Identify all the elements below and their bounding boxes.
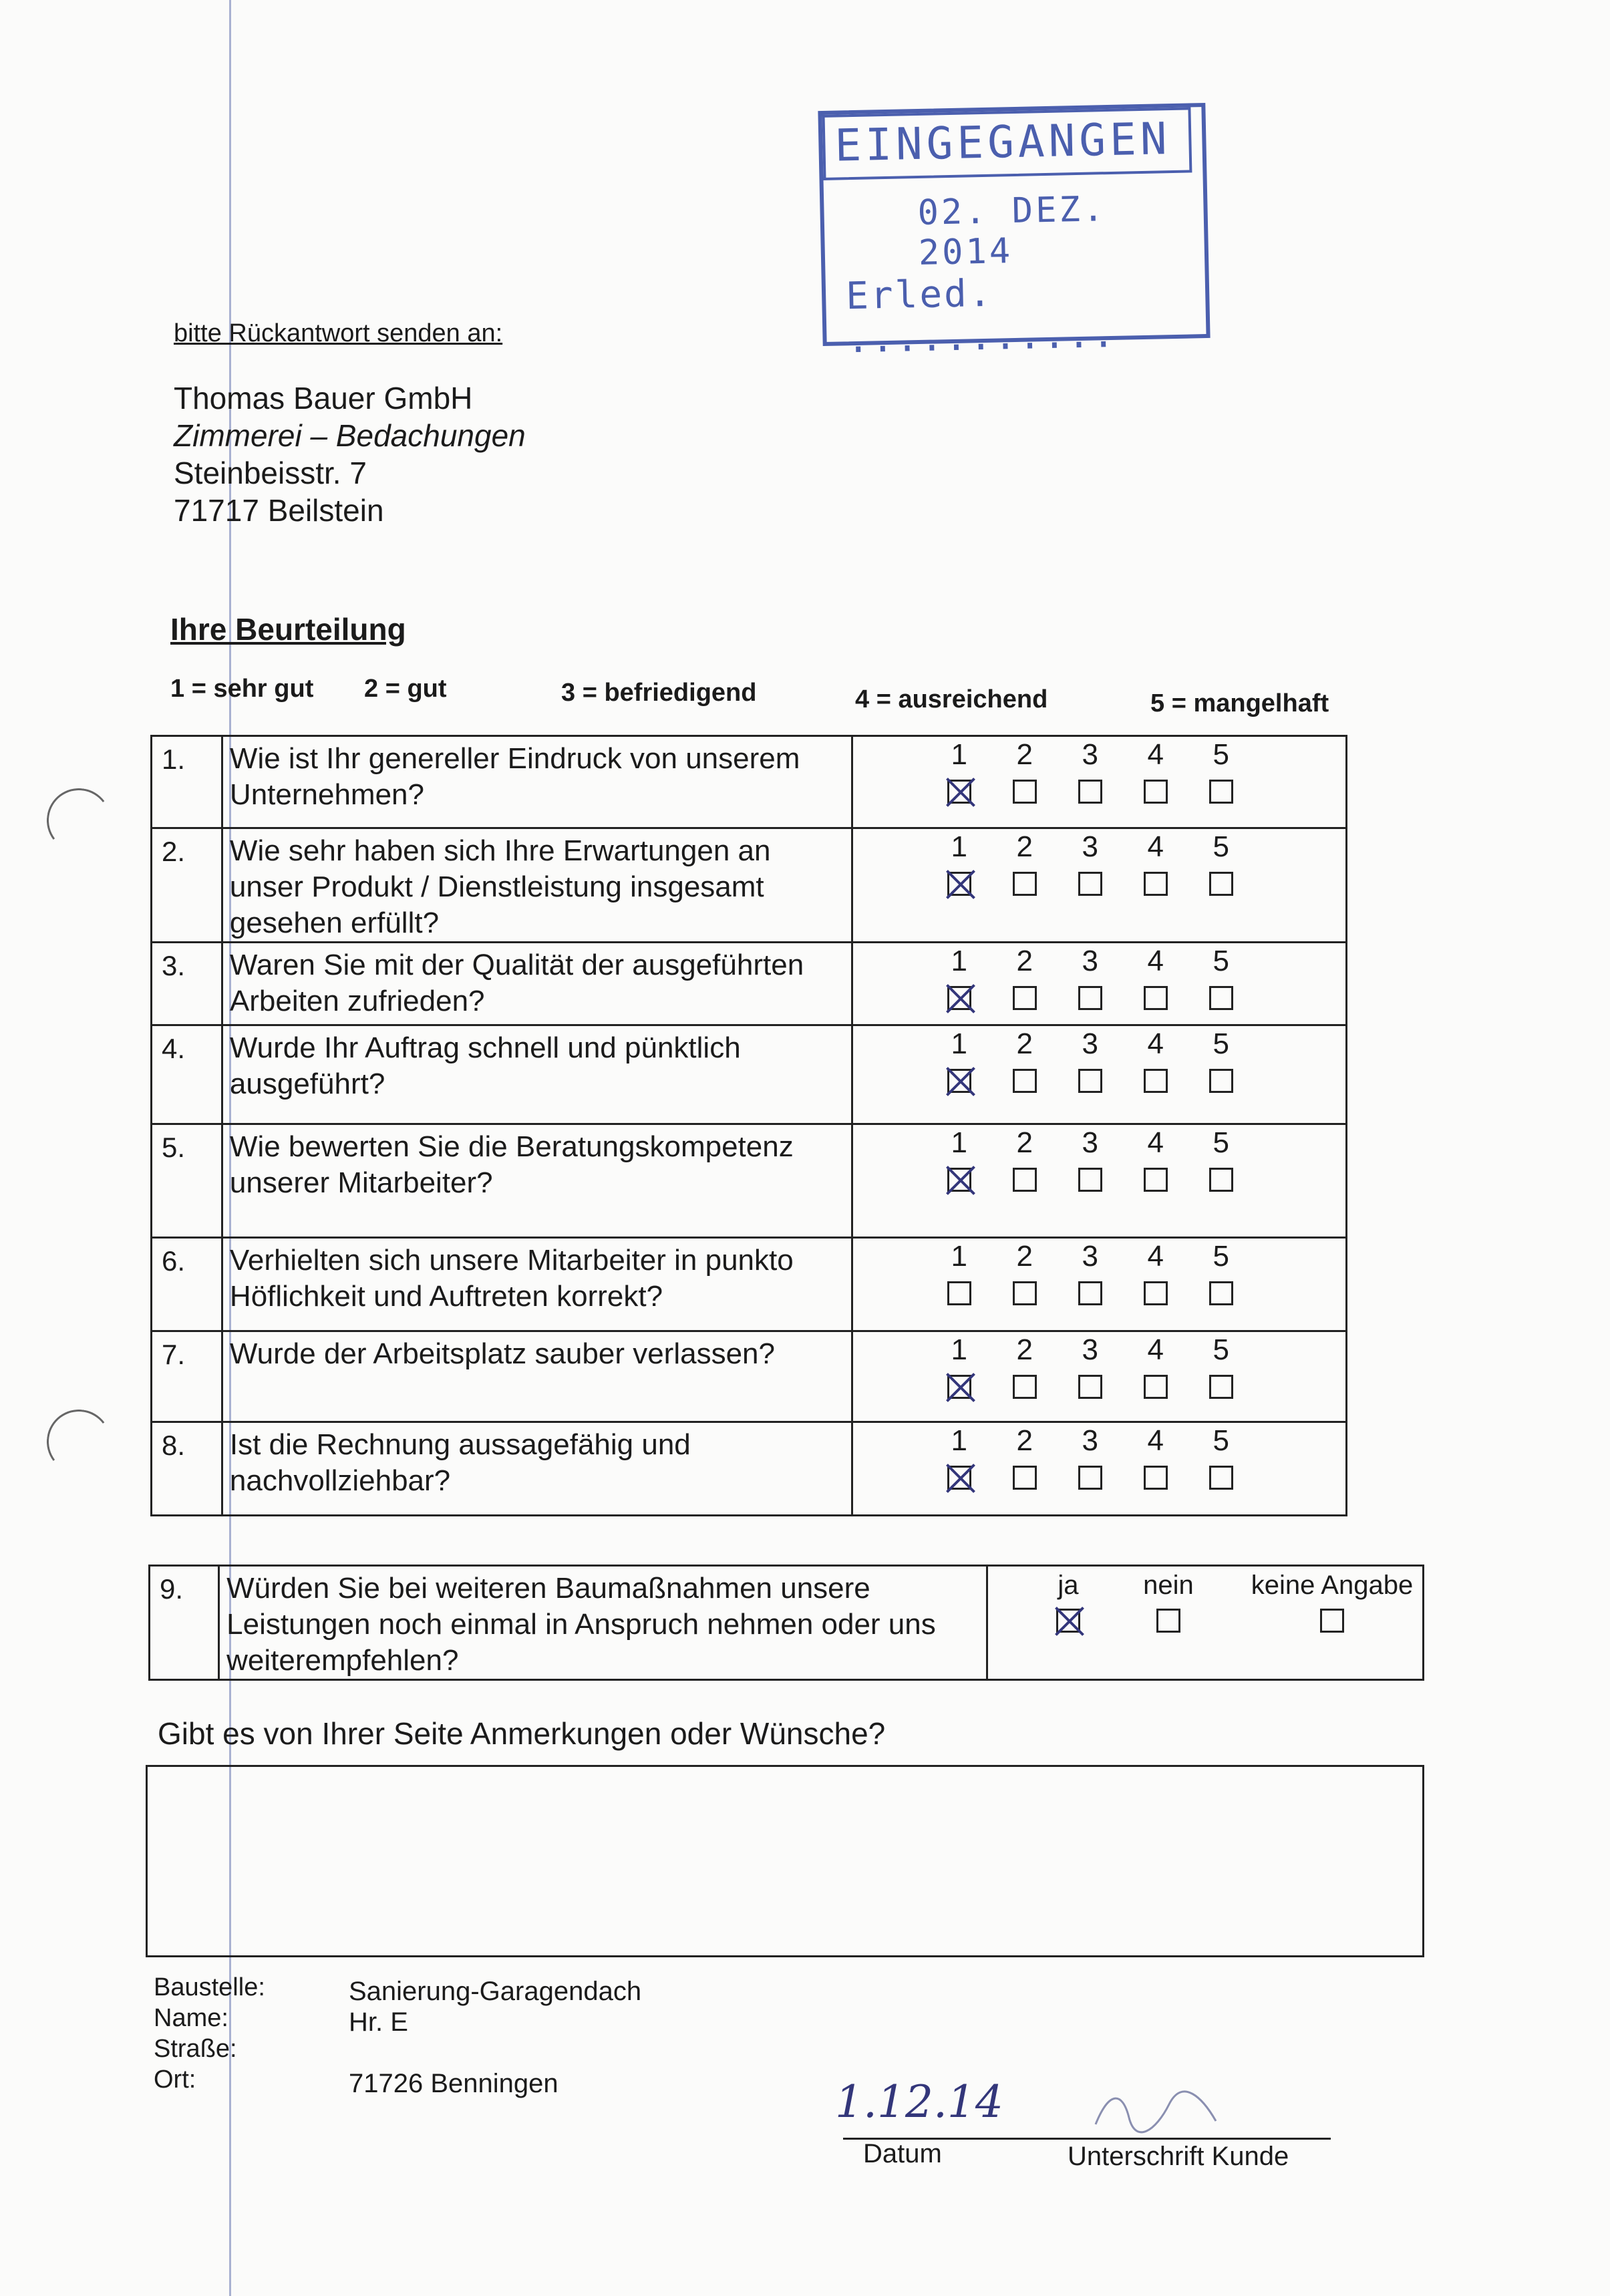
rating-option-5[interactable] (1188, 1027, 1254, 1093)
rating-option-1[interactable] (927, 830, 992, 896)
rating-option-3[interactable] (1058, 738, 1123, 804)
date-label: Datum (863, 2139, 942, 2168)
rating-option-5[interactable] (1188, 1424, 1254, 1490)
question-text: Ist die Rechnung aussagefähig und nachvollziehbar? (222, 1422, 852, 1516)
rating-checkbox-4[interactable] (1144, 1375, 1168, 1399)
rating-checkbox-3[interactable] (1078, 872, 1102, 896)
reply-label: bitte Rückantwort senden an: (174, 319, 503, 347)
rating-option-label: 2 (1016, 1424, 1033, 1457)
comments-prompt: Gibt es von Ihrer Seite Anmerkungen oder Wünsche? (158, 1716, 886, 1751)
rating-option-label: 2 (1016, 1333, 1033, 1366)
rating-checkbox-5[interactable] (1209, 780, 1233, 804)
rating-checkbox-3[interactable] (1078, 1168, 1102, 1192)
question-row-3 (152, 943, 1347, 1025)
rating-option-label: 4 (1147, 830, 1164, 863)
rating-option-2[interactable] (992, 1126, 1058, 1192)
question-row-1 (152, 736, 1347, 828)
q9-option-label: keine Angabe (1251, 1571, 1414, 1600)
rating-option-5[interactable] (1188, 738, 1254, 804)
rating-option-label: 5 (1213, 1027, 1229, 1060)
rating-option-1[interactable] (927, 945, 992, 1010)
rating-option-label: 1 (951, 738, 967, 771)
q9-text: Würden Sie bei weiteren Baumaßnahmen unsere Leistungen noch einmal in Anspruch nehmen oder uns weiterempfehlen? (219, 1566, 987, 1680)
rating-option-5[interactable] (1188, 1333, 1254, 1399)
rating-option-label: 3 (1082, 830, 1098, 863)
rating-option-1[interactable] (927, 1333, 992, 1399)
rating-option-3[interactable] (1058, 1424, 1123, 1490)
comments-field[interactable] (146, 1765, 1424, 1957)
rating-checkbox-2[interactable] (1013, 780, 1037, 804)
rating-checkbox-5[interactable] (1209, 1375, 1233, 1399)
rating-option-label: 4 (1147, 738, 1164, 771)
scale-2: 2 = gut (364, 675, 447, 703)
rating-option-label: 4 (1147, 945, 1164, 977)
rating-option-1[interactable] (927, 1027, 992, 1093)
rating-checkbox-4[interactable] (1144, 1069, 1168, 1093)
rating-options (852, 828, 1346, 943)
rating-option-label: 5 (1213, 1126, 1229, 1159)
rating-option-4[interactable] (1123, 945, 1188, 1010)
received-stamp (818, 103, 1210, 362)
question-number: 6. (152, 1238, 222, 1331)
rating-checkbox-1[interactable] (947, 986, 971, 1010)
question-row-6 (152, 1238, 1347, 1331)
baustelle-label: Baustelle: (154, 1973, 265, 2001)
rating-option-label: 2 (1016, 945, 1033, 977)
rating-checkbox-4[interactable] (1144, 780, 1168, 804)
reply-address (174, 379, 526, 529)
rating-option-label: 1 (951, 1424, 967, 1457)
rating-option-label: 5 (1213, 1424, 1229, 1457)
rating-options (852, 1025, 1346, 1124)
q9-option-label: ja (1058, 1571, 1079, 1600)
customer-signature-icon (1082, 2084, 1229, 2138)
rating-table (150, 735, 1347, 1516)
q9-option-label: nein (1143, 1571, 1194, 1600)
question-number: 7. (152, 1331, 222, 1422)
rating-checkbox-5[interactable] (1209, 1466, 1233, 1490)
company-name: Thomas Bauer GmbH (174, 381, 473, 416)
rating-checkbox-3[interactable] (1078, 780, 1102, 804)
rating-checkbox-3[interactable] (1078, 1069, 1102, 1093)
question-text: Wurde der Arbeitsplatz sauber verlassen? (222, 1331, 852, 1422)
baustelle-value: Sanierung-Garagendach (349, 1977, 642, 2006)
rating-option-label: 2 (1016, 1027, 1033, 1060)
rating-option-label: 4 (1147, 1424, 1164, 1457)
rating-checkbox-5[interactable] (1209, 872, 1233, 896)
rating-option-2[interactable] (992, 738, 1058, 804)
rating-option-5[interactable] (1188, 830, 1254, 896)
company-subtitle: Zimmerei – Bedachungen (174, 418, 526, 453)
rating-checkbox-3[interactable] (1078, 1466, 1102, 1490)
q9-option-ja[interactable] (1028, 1571, 1108, 1633)
rating-checkbox-2[interactable] (1013, 1375, 1037, 1399)
rating-checkbox-5[interactable] (1209, 1069, 1233, 1093)
rating-checkbox-2[interactable] (1013, 872, 1037, 896)
rating-option-2[interactable] (992, 1027, 1058, 1093)
rating-option-1[interactable] (927, 738, 992, 804)
question-text: Waren Sie mit der Qualität der ausgeführten Arbeiten zufrieden? (222, 943, 852, 1025)
rating-checkbox-1[interactable] (947, 872, 971, 896)
q9-checkbox-ja[interactable] (1056, 1609, 1080, 1633)
rating-checkbox-1[interactable] (947, 1168, 971, 1192)
rating-checkbox-2[interactable] (1013, 986, 1037, 1010)
rating-checkbox-4[interactable] (1144, 1466, 1168, 1490)
strasse-value (349, 2037, 641, 2068)
rating-option-label: 1 (951, 830, 967, 863)
rating-option-3[interactable] (1058, 1027, 1123, 1093)
question-number: 4. (152, 1025, 222, 1124)
rating-option-4[interactable] (1123, 1126, 1188, 1192)
handwritten-date: 1.12.14 (835, 2076, 1003, 2128)
rating-option-label: 4 (1147, 1027, 1164, 1060)
scale-1: 1 = sehr gut (170, 675, 314, 703)
rating-option-3[interactable] (1058, 830, 1123, 896)
rating-option-5[interactable] (1188, 945, 1254, 1010)
rating-option-label: 5 (1213, 738, 1229, 771)
rating-checkbox-4[interactable] (1144, 986, 1168, 1010)
question-row-4 (152, 1025, 1347, 1124)
rating-option-2[interactable] (992, 1333, 1058, 1399)
rating-checkbox-5[interactable] (1209, 1281, 1233, 1305)
question-row-7 (152, 1331, 1347, 1422)
rating-option-1[interactable] (927, 1240, 992, 1305)
rating-checkbox-1[interactable] (947, 780, 971, 804)
question-text: Wurde Ihr Auftrag schnell und pünktlich ausgeführt? (222, 1025, 852, 1124)
rating-option-label: 2 (1016, 738, 1033, 771)
ort-label: Ort: (154, 2066, 196, 2094)
rating-option-2[interactable] (992, 1240, 1058, 1305)
rating-option-label: 3 (1082, 945, 1098, 977)
rating-heading: Ihre Beurteilung (170, 612, 406, 647)
scale-3: 3 = befriedigend (561, 679, 757, 707)
rating-option-label: 3 (1082, 1333, 1098, 1366)
rating-option-label: 3 (1082, 1240, 1098, 1273)
rating-option-label: 3 (1082, 1126, 1098, 1159)
rating-checkbox-4[interactable] (1144, 1168, 1168, 1192)
rating-option-label: 4 (1147, 1126, 1164, 1159)
rating-option-2[interactable] (992, 1424, 1058, 1490)
question-text: Wie bewerten Sie die Beratungskompetenz unserer Mitarbeiter? (222, 1124, 852, 1238)
rating-option-label: 2 (1016, 830, 1033, 863)
q9-option-keine-angabe[interactable] (1242, 1571, 1422, 1633)
rating-checkbox-2[interactable] (1013, 1168, 1037, 1192)
rating-option-4[interactable] (1123, 1240, 1188, 1305)
question-row-8 (152, 1422, 1347, 1516)
rating-option-label: 3 (1082, 1424, 1098, 1457)
rating-checkbox-5[interactable] (1209, 986, 1233, 1010)
stamp-title: EINGEGANGEN (822, 107, 1192, 180)
rating-option-label: 5 (1213, 1240, 1229, 1273)
site-labels (154, 1972, 265, 2095)
rating-option-label: 5 (1213, 1333, 1229, 1366)
rating-option-label: 1 (951, 1027, 967, 1060)
rating-checkbox-2[interactable] (1013, 1466, 1037, 1490)
rating-option-label: 2 (1016, 1240, 1033, 1273)
rating-options (852, 1422, 1346, 1516)
scale-4: 4 = ausreichend (855, 685, 1048, 713)
q9-option-nein[interactable] (1122, 1571, 1215, 1633)
q9-number: 9. (150, 1566, 219, 1680)
question-number: 1. (152, 736, 222, 828)
signature-label: Unterschrift Kunde (1068, 2142, 1289, 2171)
rating-option-3[interactable] (1058, 1333, 1123, 1399)
rating-option-5[interactable] (1188, 1126, 1254, 1192)
name-value: Hr. E (349, 2007, 408, 2037)
q9-checkbox-nein[interactable] (1156, 1609, 1180, 1633)
rating-option-3[interactable] (1058, 945, 1123, 1010)
rating-option-1[interactable] (927, 1126, 992, 1192)
rating-option-label: 1 (951, 1333, 967, 1366)
rating-option-3[interactable] (1058, 1126, 1123, 1192)
ort-value: 71726 Benningen (349, 2069, 558, 2098)
punch-hole (43, 1406, 115, 1478)
site-values (349, 1976, 641, 2099)
rating-checkbox-3[interactable] (1078, 1375, 1102, 1399)
rating-option-4[interactable] (1123, 830, 1188, 896)
rating-option-4[interactable] (1123, 1424, 1188, 1490)
stamp-date: 02. DEZ. 2014 (917, 189, 1107, 274)
comments-value (148, 1767, 1422, 1794)
strasse-label: Straße: (154, 2035, 237, 2063)
question-text: Verhielten sich unsere Mitarbeiter in punkto Höflichkeit und Auftreten korrekt? (222, 1238, 852, 1331)
rating-options (852, 736, 1346, 828)
rating-option-label: 1 (951, 1126, 967, 1159)
q9-checkbox-keine-angabe[interactable] (1320, 1609, 1344, 1633)
rating-option-label: 3 (1082, 1027, 1098, 1060)
rating-option-label: 4 (1147, 1333, 1164, 1366)
company-street: Steinbeisstr. 7 (174, 456, 367, 490)
rating-option-5[interactable] (1188, 1240, 1254, 1305)
rating-checkbox-5[interactable] (1209, 1168, 1233, 1192)
rating-checkbox-1[interactable] (947, 1466, 971, 1490)
rating-checkbox-1[interactable] (947, 1069, 971, 1093)
scale-5: 5 = mangelhaft (1150, 689, 1329, 717)
question-number: 3. (152, 943, 222, 1025)
question-text: Wie ist Ihr genereller Eindruck von unserem Unternehmen? (222, 736, 852, 828)
rating-checkbox-2[interactable] (1013, 1281, 1037, 1305)
question-number: 2. (152, 828, 222, 943)
rating-options (852, 943, 1346, 1025)
recommend-table (148, 1565, 1424, 1681)
rating-options (852, 1124, 1346, 1238)
question-row-5 (152, 1124, 1347, 1238)
name-label: Name: (154, 2004, 228, 2032)
rating-option-label: 1 (951, 945, 967, 977)
rating-option-3[interactable] (1058, 1240, 1123, 1305)
rating-checkbox-2[interactable] (1013, 1069, 1037, 1093)
rating-option-label: 4 (1147, 1240, 1164, 1273)
rating-option-2[interactable] (992, 945, 1058, 1010)
rating-option-label: 5 (1213, 830, 1229, 863)
q9-options (987, 1566, 1423, 1680)
rating-checkbox-1[interactable] (947, 1375, 971, 1399)
rating-option-label: 5 (1213, 945, 1229, 977)
rating-option-label: 3 (1082, 738, 1098, 771)
rating-option-label: 2 (1016, 1126, 1033, 1159)
rating-option-4[interactable] (1123, 1027, 1188, 1093)
company-city: 71717 Beilstein (174, 493, 384, 528)
rating-checkbox-4[interactable] (1144, 872, 1168, 896)
rating-checkbox-3[interactable] (1078, 986, 1102, 1010)
rating-option-label: 1 (951, 1240, 967, 1273)
rating-option-4[interactable] (1123, 738, 1188, 804)
rating-options (852, 1331, 1346, 1422)
question-number: 5. (152, 1124, 222, 1238)
rating-options (852, 1238, 1346, 1331)
rating-option-2[interactable] (992, 830, 1058, 896)
rating-option-4[interactable] (1123, 1333, 1188, 1399)
punch-hole (43, 784, 115, 856)
rating-checkbox-1[interactable] (947, 1281, 971, 1305)
question-number: 8. (152, 1422, 222, 1516)
question-row-2 (152, 828, 1347, 943)
rating-option-1[interactable] (927, 1424, 992, 1490)
question-text: Wie sehr haben sich Ihre Erwartungen an unser Produkt / Dienstleistung insgesamt gesehen erfüllt? (222, 828, 852, 943)
rating-checkbox-3[interactable] (1078, 1281, 1102, 1305)
stamp-erledigt: Erled. ........... (845, 271, 1118, 362)
rating-checkbox-4[interactable] (1144, 1281, 1168, 1305)
